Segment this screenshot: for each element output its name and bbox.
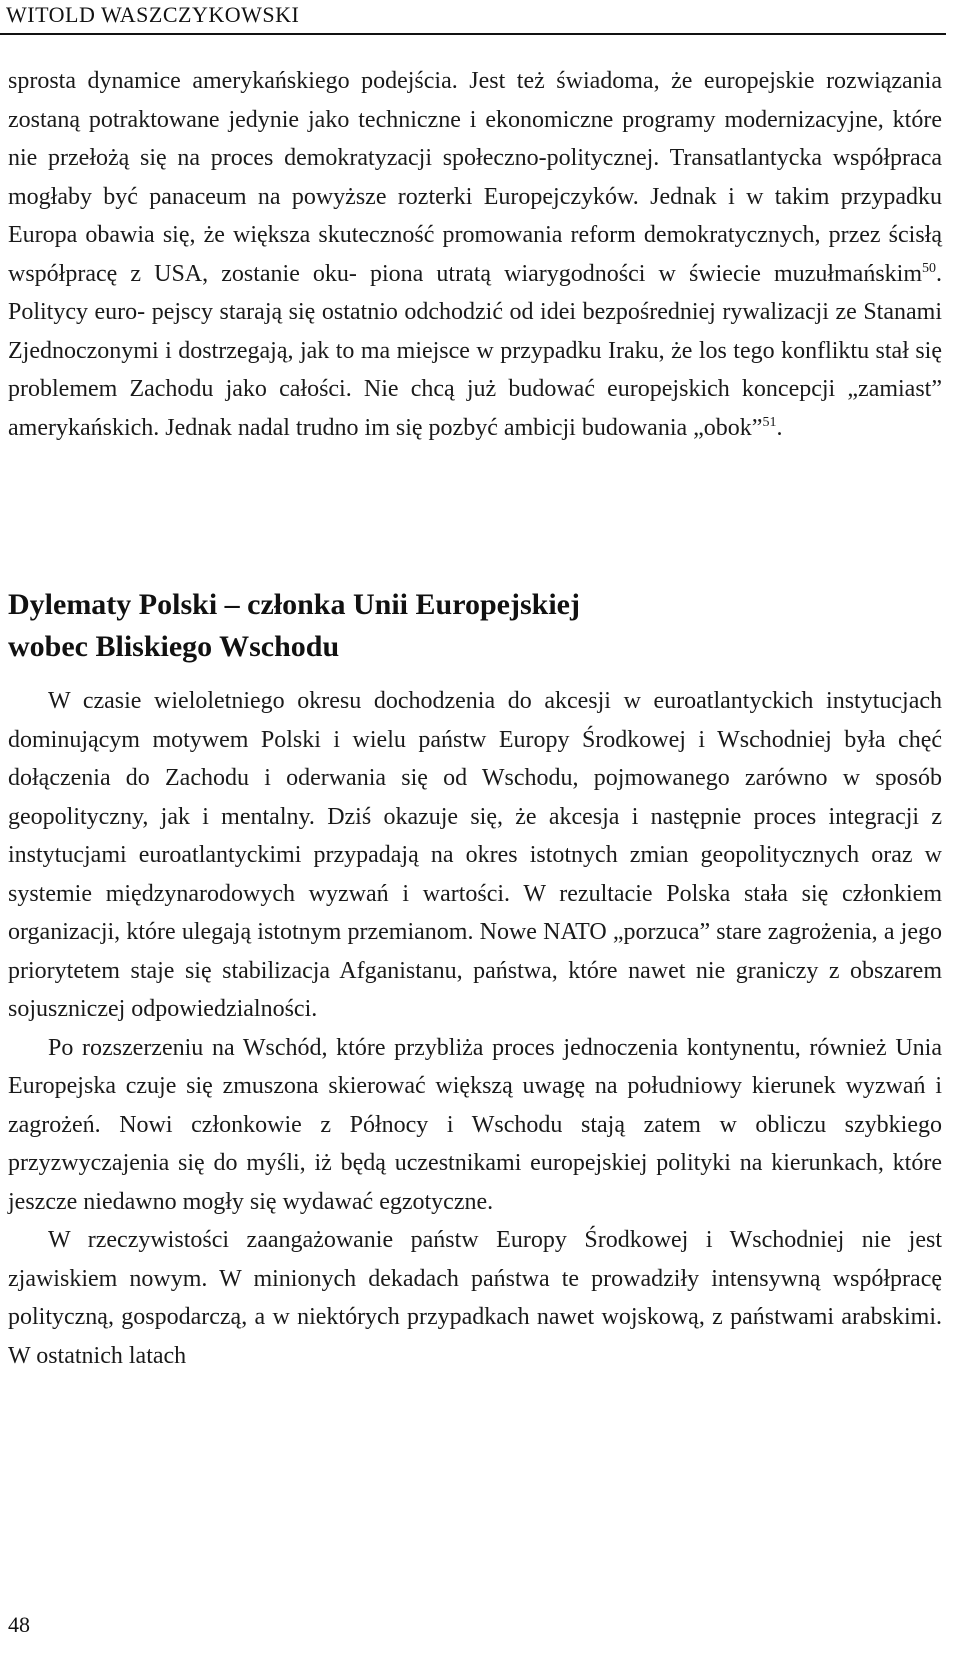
- intro-text-part3: .: [776, 414, 783, 441]
- section-paragraph: W czasie wieloletniego okresu dochodzenia do akcesji w euroatlantyckich instytucjach dominującym motywem Polski i wielu państw Europy Środkowej i Wschodniej była chęć dołączenia do Zachodu i oderwania się od Wschodu, pojmowanego zarówno w sposób geopolityczny, jak i mentalny. Dziś okazuje się, że akcesja i następnie proces integracji z instytucjami euroatlantyckimi przypadają na okres istotnych zmian geopolitycznych oraz w systemie międzynarodowych wyzwań i wartości. W rezultacie Polska stała się członkiem organizacji, które ulegają istotnym przemianom. Nowe NATO „porzuca” stare zagrożenia, a jego priorytetem staje się stabilizacja Afganistanu, państwa, które nawet nie graniczy z obszarem sojuszniczej odpowiedzialności.: [8, 688, 942, 1022]
- section-body: [8, 682, 942, 1375]
- section-heading-line2: wobec Bliskiego Wschodu: [8, 630, 340, 663]
- intro-paragraph: [8, 62, 942, 447]
- page-number: 48: [8, 1612, 30, 1637]
- intro-text-part2: . Politycy euro- pejscy starają się ostatnio odchodzić od idei bezpośredniej rywalizacji ze Stanami Zjednoczonymi i dostrzegają, jak to ma miejsce w przypadku Iraku, że los tego konfliktu stał się problemem Zachodu jako całości. Nie chcą już budować europejskich koncepcji „zamiast” amerykańskich. Jednak nadal trudno im się pozbyć ambicji budowania „obok”: [8, 260, 942, 441]
- section-heading-line1: Dylematy Polski – członka Unii Europejskiej: [8, 588, 580, 621]
- section-paragraph: W rzeczywistości zaangażowanie państw Europy Środkowej i Wschodniej nie jest zjawiskiem nowym. W minionych dekadach państwa te prowadziły intensywną współpracę polityczną, gospodarczą, a w niektórych przypadkach nawet wojskową, z państwami arabskimi. W ostatnich latach: [8, 1227, 942, 1369]
- intro-text-part1: sprosta dynamice amerykańskiego podejścia. Jest też świadoma, że europejskie rozwiązania zostaną potraktowane jedynie jako techniczne i ekonomiczne programy modernizacyjne, które nie przełożą się na proces demokratyzacji społeczno-politycznej. Transatlantycka współpraca mogłaby być panaceum na powyższe rozterki Europejczyków. Jednak i w takim przypadku Europa obawia się, że większa skuteczność promowania reform demokratycznych, przez ścisłą współpracę z USA, zostanie oku- piona utratą wiarygodności w świecie muzułmańskim: [8, 68, 942, 287]
- footnote-ref-50[interactable]: 50: [922, 260, 936, 276]
- section-heading: [8, 584, 942, 668]
- section-paragraph: Po rozszerzeniu na Wschód, które przybliża proces jednoczenia kontynentu, również Unia Europejska czuje się zmuszona skierować większą uwagę na południowy kierunek wyzwań i zagrożeń. Nowi członkowie z Północy i Wschodu stają zatem w obliczu szybkiego przyzwyczajenia się do myśli, iż będą uczestnikami europejskiej polityki na kierunkach, które jeszcze niedawno mogły się wydawać egzotyczne.: [8, 1034, 942, 1215]
- footnote-ref-51[interactable]: 51: [762, 414, 777, 430]
- header-rule: [0, 33, 946, 35]
- running-head: WITOLD WASZCZYKOWSKI: [6, 2, 300, 27]
